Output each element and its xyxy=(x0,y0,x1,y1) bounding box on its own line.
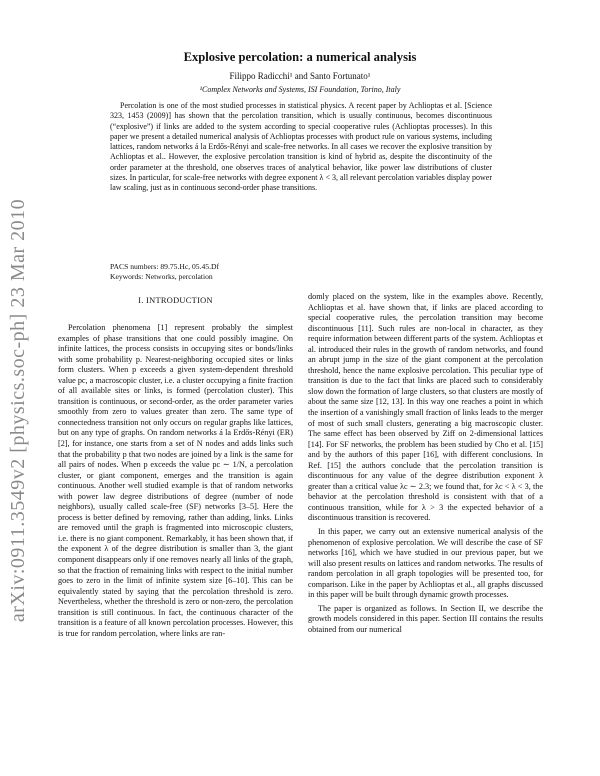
paper-title: Explosive percolation: a numerical analysis xyxy=(183,50,417,64)
left-column xyxy=(58,323,293,639)
paragraph: The paper is organized as follows. In Section II, we describe the growth models considered in this paper. Section III contains the results obtained from our numerical xyxy=(308,603,543,634)
pacs-numbers: PACS numbers: 89.75.Hc, 05.45.Df xyxy=(110,262,219,271)
paragraph: domly placed on the system, like in the examples above. Recently, Achlioptas et al. have shown that, if links are placed according to special cooperative rules, the percolation transition may become discontinuous [11]. Such rules are non-local in character, as they require information between different parts of the system. Achlioptas et al. introduced their rules in the growth of random networks, and found an abrupt jump in the size of the giant component at the percolation threshold, hence the name explosive percolation. This peculiar type of transition is due to the fact that links are placed such to considerably slow down the formation of large clusters, so that clusters are mostly of about the same size [12, 13]. In this way one reaches a point in which the insertion of a vanishingly small fraction of links leads to the merger of most of such small clusters, generating a big macroscopic cluster. The same effect has been observed by Ziff on 2-dimensional lattices [14]. For SF networks, the problem has been studied by Cho et al. [15] and by the authors of this paper [16], with different conclusions. In Ref. [15] the authors conclude that the percolation transition is discontinuous for any value of the degree distribution exponent λ greater than a critical value λc ∼ 2.3; we found that, for λc < λ < 3, the behavior at the percolation threshold is consistent with that of a continuous transition, while for λ > 3 the expected behavior of a discontinuous transition is recovered. xyxy=(308,292,543,523)
keywords: Keywords: Networks, percolation xyxy=(110,272,213,281)
paragraph: Percolation phenomena [1] represent probably the simplest examples of phase transitions that one could possibly imagine. On infinite lattices, the process consists in occupying sites or bonds/links with some probability p. Nearest-neighboring occupied sites or links form clusters. When p exceeds a given system-dependent threshold value pc, a macroscopic cluster, i.e. a cluster occupying a finite fraction of all available sites or links, is formed (percolation cluster). This transition is continuous, or second-order, as the order parameter varies smoothly from zero to values greater than zero. The same type of connectedness transition not only occurs on regular graphs like lattices, but on any type of graphs. On random networks á la Erdős-Rényi (ER) [2], for instance, one starts from a set of N nodes and adds links such that the probability p that two nodes are joined by a link is the same for all pairs of nodes. When p exceeds the value pc ∼ 1/N, a percolation cluster, or giant component, emerges and the transition is again continuous. Another well studied example is that of random networks with power law degree distributions of degree (number of node neighbors), usually called scale-free (SF) networks [3–5]. Here the process is better defined by removing, rather than adding, links. Links are removed until the graph is fragmented into microscopic clusters, i.e. there is no giant component. Remarkably, it has been shown that, if the exponent λ of the degree distribution is smaller than 3, the giant component disappears only if one removes nearly all links of the graph, so that the fraction of remaining links with respect to the initial number goes to zero in the limit of infinite system size [6–10]. This can be equivalently stated by saying that the percolation threshold is zero. Nevertheless, whether the threshold is zero or non-zero, the percolation transition is still continuous. In fact, the continuous character of the transition is a feature of all known percolation processes. However, this is true for random percolation, where links are ran- xyxy=(58,323,293,638)
affiliation: ¹Complex Networks and Systems, ISI Foundation, Torino, Italy xyxy=(199,85,401,94)
authors: Filippo Radicchi¹ and Santo Fortunato¹ xyxy=(229,71,371,81)
abstract: Percolation is one of the most studied processes in statistical physics. A recent paper by Achlioptas et al. [Science 323, 1453 (2009)] has shown that the percolation transition, which is usually continuous, becomes discontinuous (“explosive”) if links are added to the system according to special cooperative rules (Achlioptas processes). In this paper we present a detailed numerical analysis of Achlioptas processes with product rule on various systems, including lattices, random networks á la Erdős-Rényi and scale-free networks. In all cases we recover the explosive transition by Achlioptas et al.. However, the explosive percolation transition is kind of hybrid as, despite the discontinuity of the order parameter at the threshold, one observes traces of analytical behavior, like power law distributions of cluster sizes. In particular, for scale-free networks with degree exponent λ < 3, all relevant percolation variables display power law scaling, just as in continuous second-order phase transitions. xyxy=(110,101,492,192)
metadata xyxy=(110,262,219,282)
arxiv-stamp: arXiv:0911.3549v2 [physics.soc-ph] 23 Mar 2010 xyxy=(7,198,30,622)
section-heading-introduction: I. INTRODUCTION xyxy=(138,296,213,305)
right-column xyxy=(308,292,543,636)
paragraph: In this paper, we carry out an extensive numerical analysis of the phenomenon of explosive percolation. We will describe the case of SF networks [16], which we have studied in our previous paper, but we will also present results on lattices and random networks. The results of random percolation in all graph topologies will be presented too, for comparison. Like in the paper by Achlioptas et al., all graphs discussed in this paper will be built through dynamic growth processes. xyxy=(308,527,543,600)
